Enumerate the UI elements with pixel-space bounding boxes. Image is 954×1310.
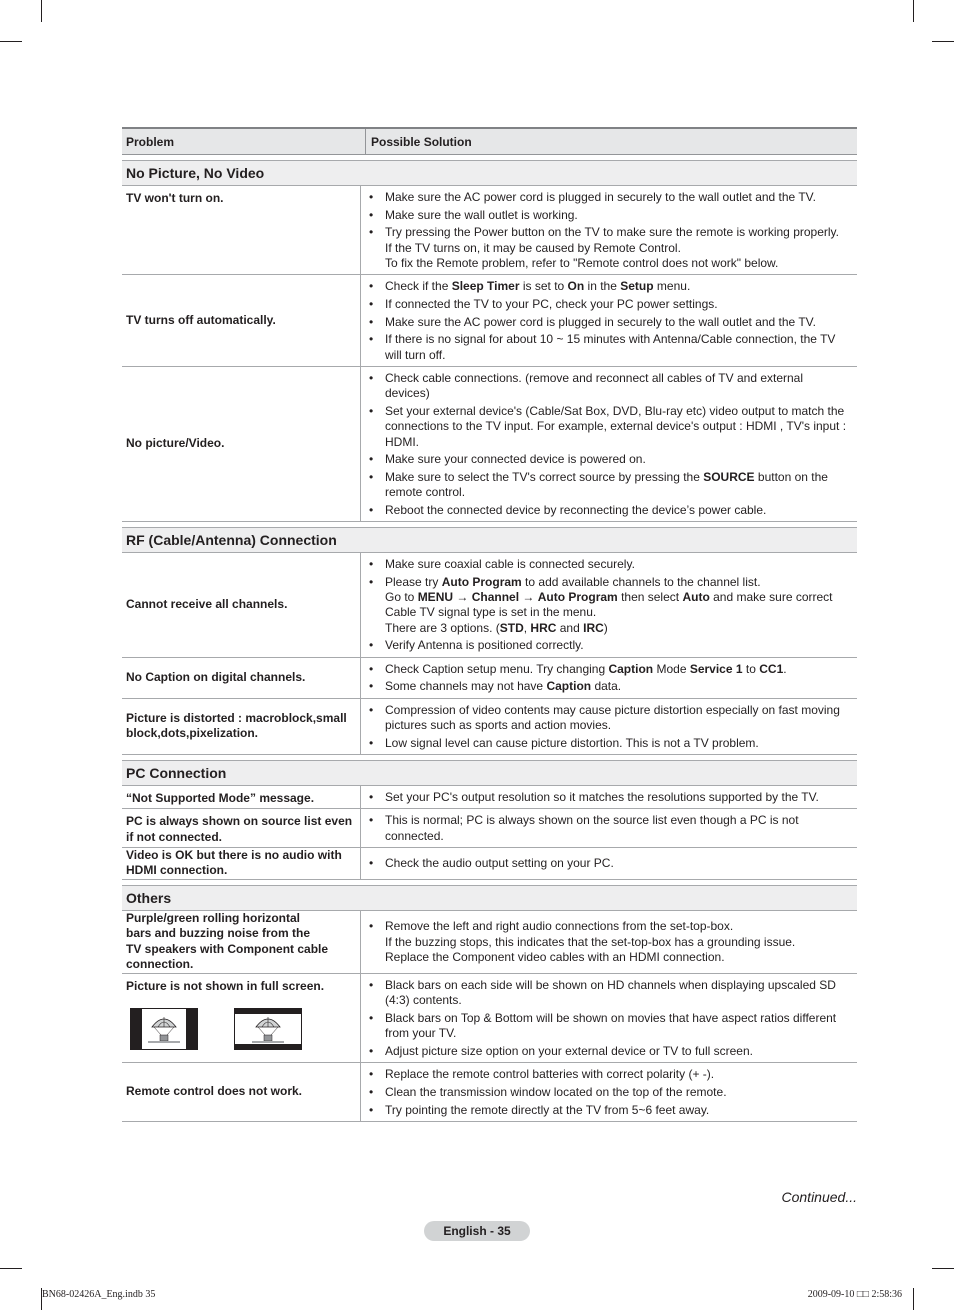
- problem-cell: [122, 367, 361, 521]
- problem-cell: [122, 658, 361, 698]
- solution-cell: [361, 658, 857, 698]
- solution-item: • Clean the transmission window located on the top of the remote.: [369, 1085, 851, 1100]
- page-number-badge: English - 35: [424, 1221, 530, 1241]
- solution-column-header: Possible Solution: [371, 134, 472, 149]
- solution-list: [369, 790, 851, 805]
- problem-text: TV turns off automatically.: [126, 312, 276, 327]
- solution-cell: [361, 786, 857, 808]
- solution-item: • Make sure the AC power cord is plugged in securely to the wall outlet and the TV.: [369, 190, 851, 205]
- solution-list: [369, 557, 851, 654]
- problem-cell: [122, 786, 361, 808]
- solution-item: • Black bars on each side will be shown on HD channels when displaying upscaled SD (4:3) contents.: [369, 978, 851, 1009]
- crop-mark: [41, 0, 42, 22]
- solution-item: • Remove the left and right audio connections from the set-top-box. If the buzzing stops, this indicates that the set-top-box has a grounding issue. Replace the Component video cables with an HDMI connection.: [369, 919, 795, 965]
- table-row: [122, 848, 857, 880]
- table-row: [122, 275, 857, 367]
- continued-note: Continued...: [781, 1189, 857, 1205]
- problem-text: Picture is distorted : macroblock,small block,dots,pixelization.: [126, 710, 347, 741]
- problem-cell: [122, 186, 361, 274]
- solution-cell: [361, 809, 857, 847]
- solution-list: [369, 279, 851, 363]
- solution-item: • Set your PC's output resolution so it matches the resolutions supported by the TV.: [369, 790, 851, 805]
- problem-cell: [122, 275, 361, 366]
- solution-item: • Compression of video contents may cause picture distortion especially on fast moving pictures such as sports and action movies.: [369, 703, 851, 734]
- crop-mark: [932, 1268, 954, 1269]
- footer-timestamp: 2009-09-10 □□ 2:58:36: [807, 1289, 902, 1300]
- crop-mark: [0, 1268, 22, 1269]
- table-row: [122, 553, 857, 658]
- solution-cell: [361, 699, 857, 754]
- problem-text: TV won't turn on.: [126, 191, 224, 205]
- crop-mark: [0, 41, 22, 42]
- solution-item: • Replace the remote control batteries with correct polarity (+ -).: [369, 1067, 851, 1082]
- solution-list: [369, 978, 851, 1059]
- table-header: [122, 127, 857, 155]
- section-title: Others: [122, 885, 857, 911]
- solution-cell: [361, 186, 857, 274]
- problem-text: No Caption on digital channels.: [126, 669, 306, 684]
- crop-mark: [913, 0, 914, 22]
- table-row: [122, 974, 857, 1063]
- problem-text: PC is always shown on source list even if not connected.: [126, 814, 353, 844]
- solution-cell: [361, 1063, 857, 1121]
- table-row: [122, 911, 857, 974]
- solution-list: [369, 190, 851, 271]
- crop-mark: [913, 1288, 914, 1310]
- solution-list: [369, 1067, 851, 1118]
- problem-text: “Not Supported Mode” message.: [126, 790, 315, 805]
- table-row: [122, 699, 857, 755]
- solution-cell: [361, 367, 857, 521]
- aspect-ratio-illustrations: [130, 1008, 302, 1050]
- section-title: RF (Cable/Antenna) Connection: [122, 527, 857, 553]
- solution-item: • Verify Antenna is positioned correctly.: [369, 638, 851, 653]
- table-row: [122, 658, 857, 699]
- top-bottom-bars-illustration: [234, 1008, 302, 1050]
- solution-item: • Reboot the connected device by reconnecting the device’s power cable.: [369, 503, 851, 518]
- problem-cell: [122, 911, 361, 973]
- problem-cell: [122, 553, 361, 657]
- solution-item: • Some channels may not have Caption data.: [369, 679, 851, 694]
- solution-item: • Please try Auto Program to add available channels to the channel list. Go to MENU → Channel → Auto Program then select Auto and make sure correct Cable TV signal type is set in the menu. There are 3 options. (STD, HRC and IRC): [369, 575, 851, 636]
- crop-mark: [932, 41, 954, 42]
- solution-item: • Try pressing the Power button on the TV to make sure the remote is working properly. If the TV turns on, it may be caused by Remote Control. To fix the Remote problem, refer to "Remote control does not work" below.: [369, 225, 851, 271]
- section-title: PC Connection: [122, 760, 857, 786]
- solution-item: • Make sure the wall outlet is working.: [369, 208, 851, 223]
- troubleshooting-table: [122, 127, 857, 1122]
- solution-item: • Check if the Sleep Timer is set to On in the Setup menu.: [369, 279, 851, 294]
- solution-item: • Try pointing the remote directly at the TV from 5~6 feet away.: [369, 1103, 851, 1118]
- solution-item: • Low signal level can cause picture distortion. This is not a TV problem.: [369, 736, 851, 751]
- problem-cell: [122, 699, 361, 754]
- balloon-picture-icon: [148, 1015, 180, 1043]
- solution-item: • Adjust picture size option on your external device or TV to full screen.: [369, 1044, 851, 1059]
- balloon-picture-icon: [252, 1015, 284, 1043]
- table-row: [122, 186, 857, 275]
- problem-column-header: Problem: [122, 129, 366, 154]
- solution-cell: [361, 275, 857, 366]
- solution-cell: [361, 553, 857, 657]
- solution-item: • This is normal; PC is always shown on the source list even though a PC is not connected.: [369, 813, 851, 844]
- solution-cell: [361, 911, 857, 973]
- table-row: [122, 809, 857, 848]
- problem-text: Remote control does not work.: [126, 1084, 303, 1099]
- solution-item: • If there is no signal for about 10 ~ 15 minutes with Antenna/Cable connection, the TV will turn off.: [369, 332, 851, 363]
- table-row: [122, 367, 857, 522]
- footer-file-info: BN68-02426A_Eng.indb 35: [42, 1289, 156, 1300]
- side-bars-illustration: [130, 1008, 198, 1050]
- section-title: No Picture, No Video: [122, 160, 857, 186]
- solution-item: • Set your external device's (Cable/Sat Box, DVD, Blu-ray etc) video output to match the connections to the TV input. For example, external device's output : HDMI , TV's input : HDMI.: [369, 404, 851, 450]
- solution-list: [369, 662, 851, 695]
- table-row: [122, 786, 857, 809]
- solution-cell: [361, 974, 857, 1062]
- solution-item: • Black bars on Top & Bottom will be shown on movies that have aspect ratios different from your TV.: [369, 1011, 851, 1042]
- solution-item: • If connected the TV to your PC, check your PC power settings.: [369, 297, 851, 312]
- problem-text: Picture is not shown in full screen.: [126, 978, 325, 993]
- solution-list: [369, 919, 795, 965]
- problem-text: No picture/Video.: [126, 436, 225, 451]
- solution-cell: [361, 848, 857, 879]
- problem-text: Video is OK but there is no audio with HDMI connection.: [126, 847, 342, 878]
- problem-cell: [122, 848, 361, 879]
- table-body: [122, 160, 857, 1122]
- solution-item: • Check cable connections. (remove and reconnect all cables of TV and external devices): [369, 371, 851, 402]
- solution-item: • Make sure your connected device is powered on.: [369, 452, 851, 467]
- solution-list: [369, 813, 851, 844]
- problem-cell: [122, 809, 361, 847]
- solution-list: [369, 371, 851, 518]
- table-row: [122, 1063, 857, 1122]
- solution-item: • Make sure the AC power cord is plugged in securely to the wall outlet and the TV.: [369, 315, 851, 330]
- problem-text: Purple/green rolling horizontal bars and buzzing noise from the TV speakers with Component cable connection.: [126, 910, 329, 972]
- solution-item: • Check Caption setup menu. Try changing Caption Mode Service 1 to CC1.: [369, 662, 851, 677]
- solution-item: • Make sure coaxial cable is connected securely.: [369, 557, 851, 572]
- problem-cell: [122, 1063, 361, 1121]
- solution-list: [369, 703, 851, 751]
- solution-item: • Check the audio output setting on your PC.: [369, 856, 614, 871]
- problem-text: Cannot receive all channels.: [126, 597, 288, 612]
- solution-item: • Make sure to select the TV's correct source by pressing the SOURCE button on the remote control.: [369, 470, 851, 501]
- solution-list: [369, 856, 614, 871]
- problem-cell: [122, 974, 361, 1062]
